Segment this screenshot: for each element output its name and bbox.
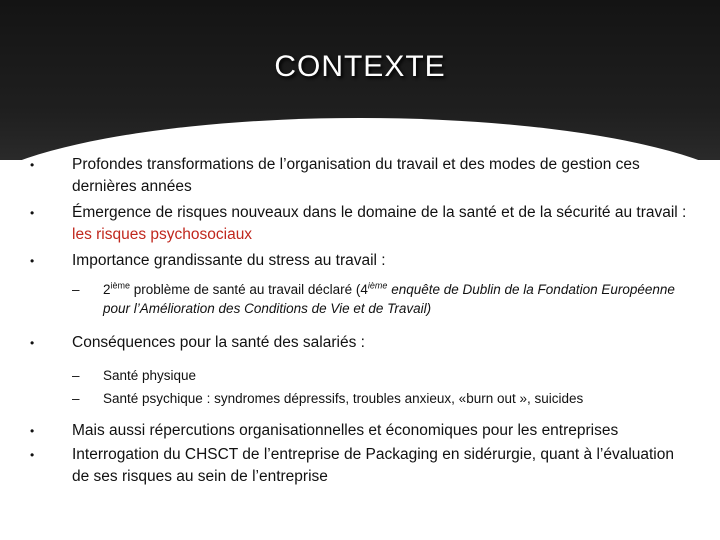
sub-bullet-item — [30, 366, 690, 385]
bullet-item — [30, 250, 690, 272]
bullet-text: Importance grandissante du stress au travail : — [72, 252, 386, 269]
slide-title: CONTEXTE — [274, 50, 446, 83]
sub-bullet-text: 2ième problème de santé au travail déclaré (4ième enquête de Dublin de la Fondation Européenne pour l’Amélioration des Conditions de Vie et de Travail) — [103, 280, 675, 316]
bullet-text: Interrogation du CHSCT de l’entreprise de Packaging en sidérurgie, quant à l’évaluation de ses risques au sein de l’entreprise — [72, 446, 674, 485]
bullet-text: Émergence de risques nouveaux dans le domaine de la santé et de la sécurité au travail : — [72, 204, 687, 221]
sub-bullet-text: Santé psychique : syndromes dépressifs, troubles anxieux, «burn out », suicides — [103, 391, 584, 406]
bullet-icon: • — [30, 158, 35, 172]
dash-icon: – — [72, 282, 80, 297]
bullet-icon: • — [30, 336, 35, 350]
dash-icon: – — [72, 391, 80, 406]
bullet-item — [30, 332, 690, 354]
bullet-text: Mais aussi répercutions organisationnelles et économiques pour les entreprises — [72, 422, 619, 439]
bullet-text: Profondes transformations de l’organisation du travail et des modes de gestion ces dernières années — [72, 156, 640, 195]
dash-icon: – — [72, 368, 80, 383]
bullet-item — [30, 444, 690, 488]
sub-bullet-item — [30, 389, 690, 408]
bullet-text: Conséquences pour la santé des salariés : — [72, 334, 365, 351]
bullet-icon: • — [30, 206, 35, 220]
bullet-icon: • — [30, 448, 35, 462]
bullet-icon: • — [30, 254, 35, 268]
highlight-text: les risques psychosociaux — [72, 226, 253, 243]
slide-content — [30, 154, 690, 488]
bullet-icon: • — [30, 424, 35, 438]
sub-bullet-item — [30, 280, 690, 318]
bullet-item — [30, 202, 690, 246]
bullet-item — [30, 154, 690, 198]
bullet-item — [30, 420, 690, 442]
sub-bullet-text: Santé physique — [103, 368, 197, 383]
